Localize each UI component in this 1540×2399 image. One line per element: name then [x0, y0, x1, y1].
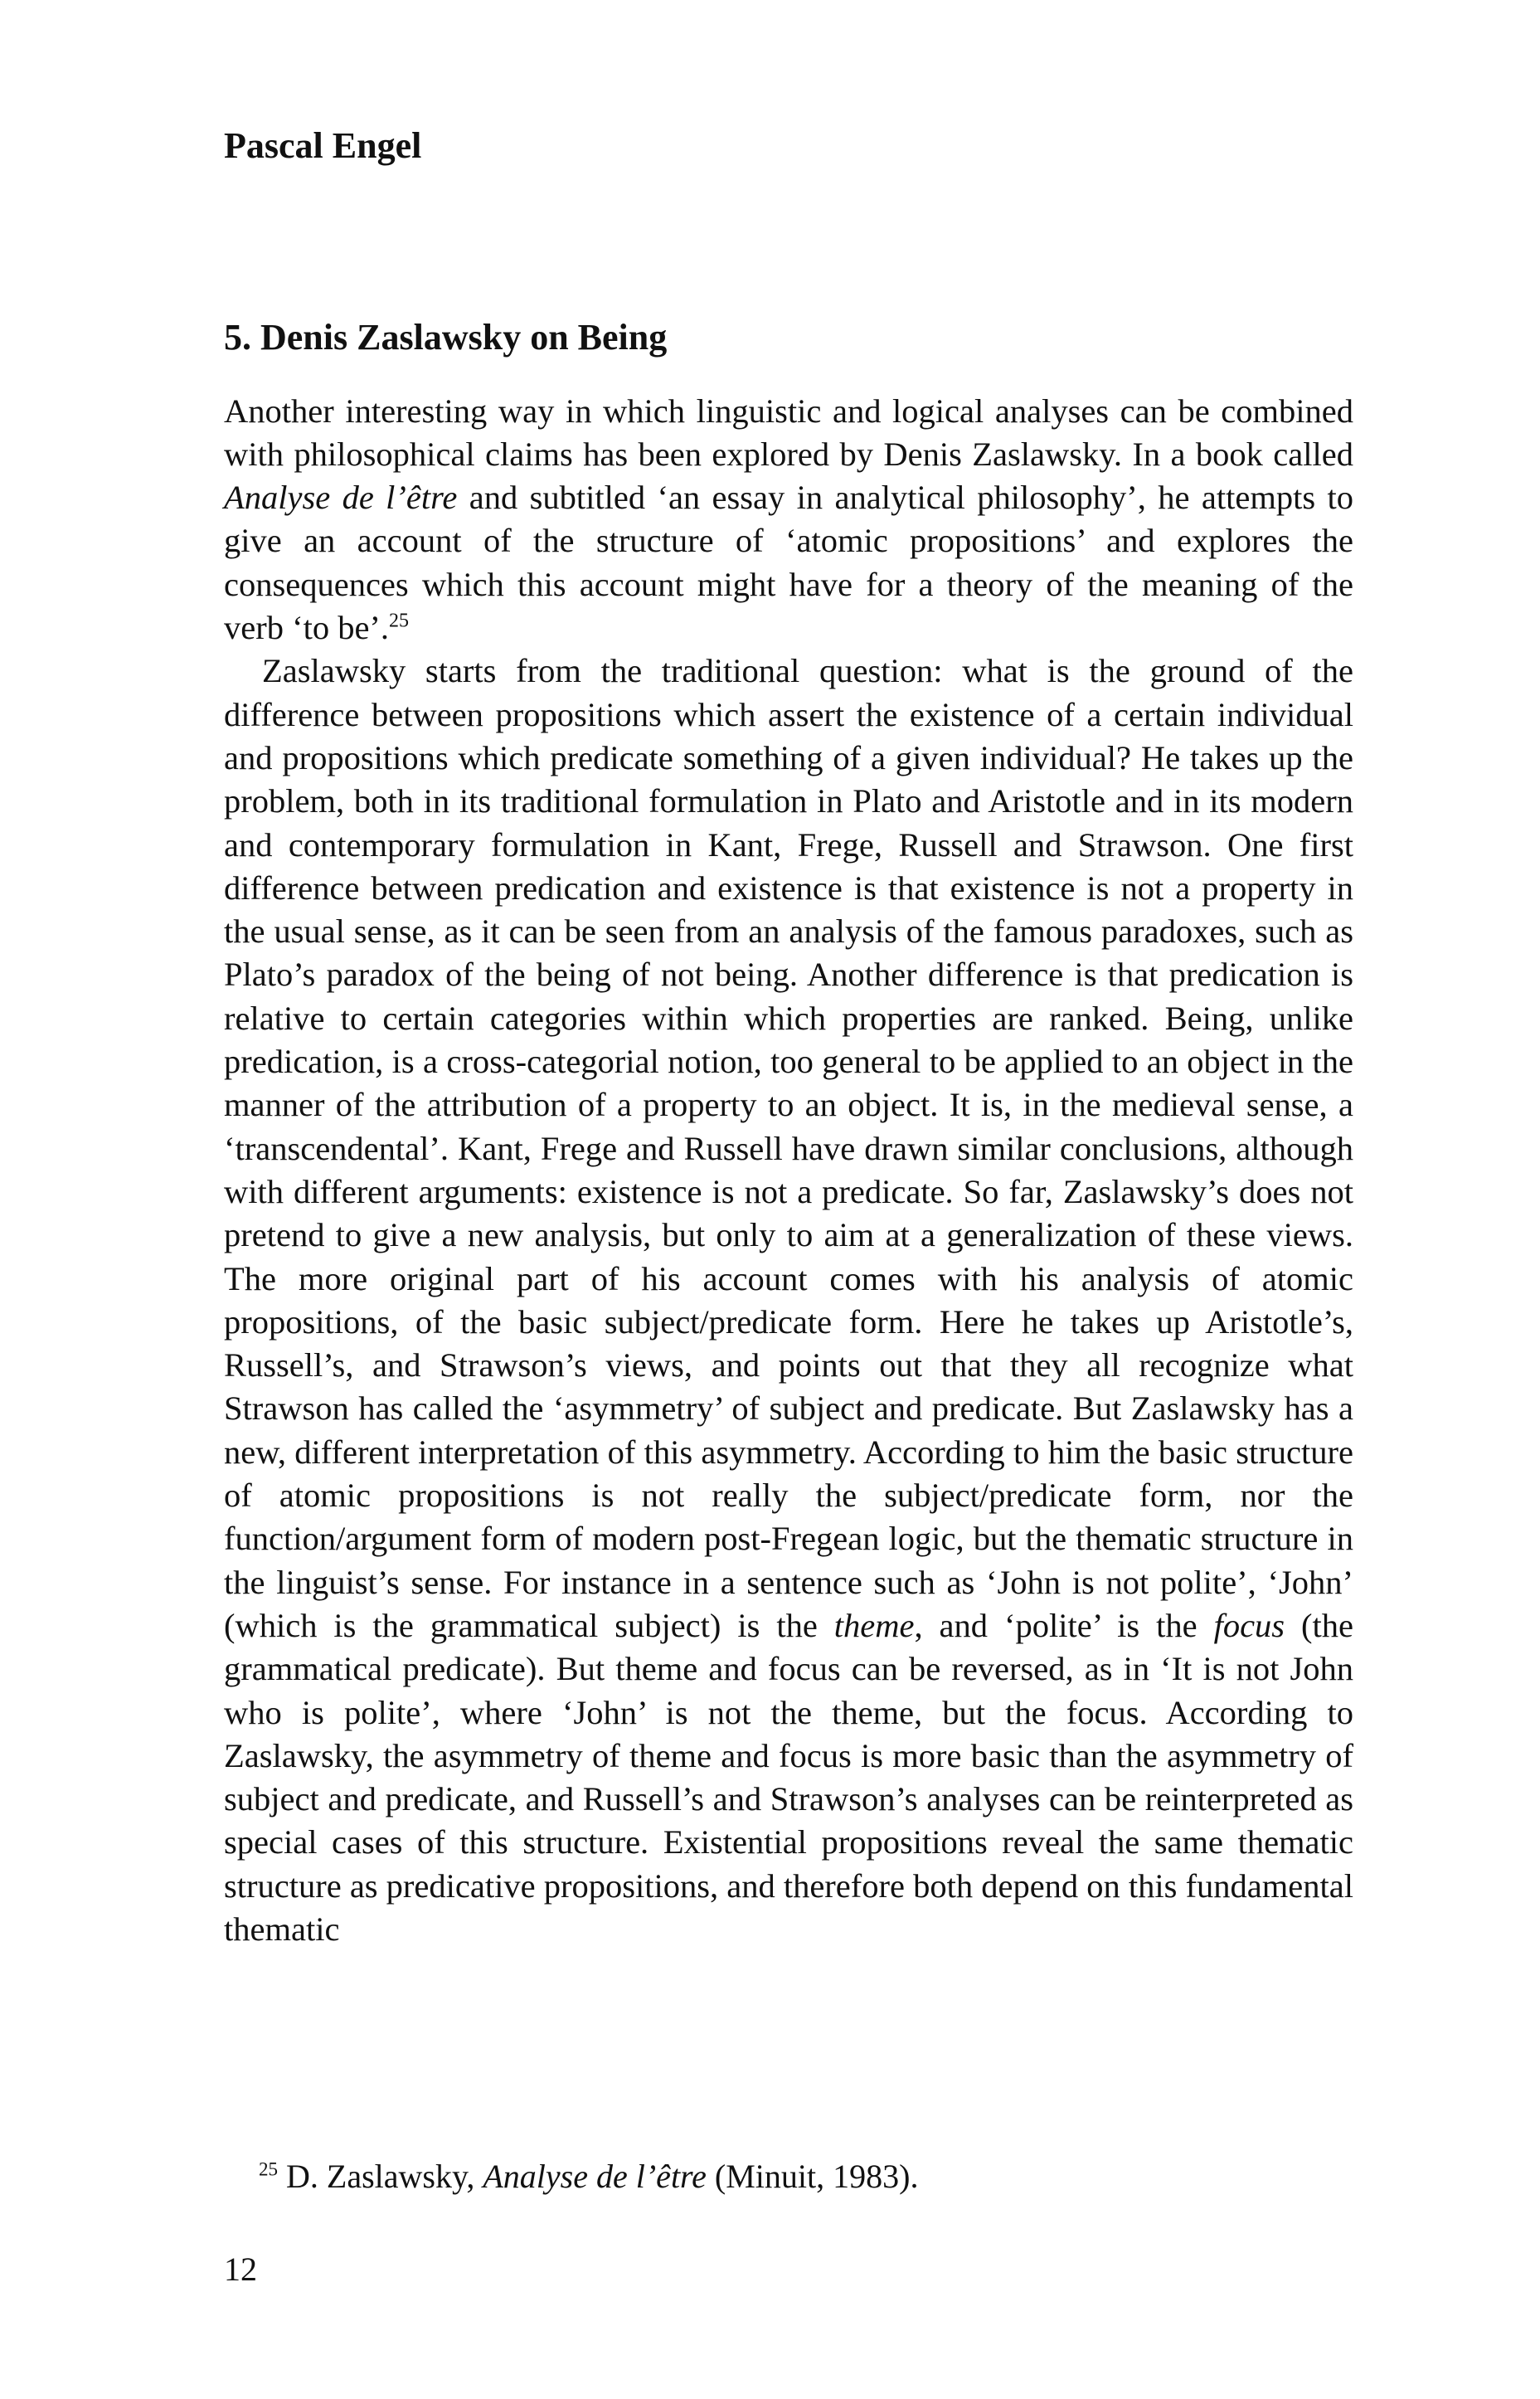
body-text	[224, 390, 1353, 1952]
footnote	[259, 2157, 918, 2197]
page-content	[224, 124, 1353, 1951]
text-run: (the grammatical predicate). But theme and focus can be reversed, as in ‘It is not John who is polite’, where ‘John’ is not the theme, but the focus. According to Zaslawsky, the asymmetry of theme and focus is more basic than the asymmetry of subject and predicate, and Russell’s and Strawson’s analyses can be reinterpreted as special cases of this structure. Existential propositions reveal the same thematic structure as predicative propositions, and therefore both depend on this fundamental thematic	[224, 1606, 1353, 1948]
italic-text: focus	[1213, 1606, 1285, 1644]
footnote-marker: 25	[259, 2158, 278, 2180]
footnote-details: (Minuit, 1983).	[714, 2158, 919, 2195]
footnote-title: Analyse de l’être	[483, 2158, 707, 2195]
page-number: 12	[224, 2251, 257, 2288]
text-run: Zaslawsky starts from the traditional question: what is the ground of the difference between propositions which assert the existence of a certain individual and propositions which predicate something of a given individual? He takes up the problem, both in its traditional formulation in Plato and Aristotle and in its modern and contemporary formulation in Kant, Frege, Russell and Strawson. One first difference between predication and existence is that existence is not a property in the usual sense, as it can be seen from an analysis of the famous paradoxes, such as Plato’s paradox of the being of not being. Another difference is that predication is relative to certain categories within which properties are ranked. Being, unlike predication, is a cross-categorial notion, too general to be applied to an object in the manner of the attribution of a property to an object. It is, in the medieval sense, a ‘transcendental’. Kant, Frege and Russell have drawn similar conclusions, although with different arguments: existence is not a predicate. So far, Zaslawsky’s does not pretend to give a new analysis, but only to aim at a generalization of these views. The more original part of his account comes with his analysis of atomic propositions, of the basic subject/predicate form. Here he takes up Aristotle’s, Russell’s, and Strawson’s views, and points out that they all recognize what Strawson has called the ‘asymmetry’ of subject and predicate. But Zaslawsky has a new, different interpretation of this asymmetry. According to him the basic structure of atomic propositions is not really the subject/predicate form, nor the function/argument form of modern post-Fregean logic, but the thematic structure in the linguist’s sense. For instance in a sentence such as ‘John is not polite’, ‘John’ (which is the grammatical subject) is the	[224, 652, 1353, 1644]
section-heading	[224, 316, 1353, 360]
running-head: Pascal Engel	[224, 125, 422, 166]
paragraph-2	[224, 650, 1353, 1951]
section-number: 5.	[224, 316, 251, 358]
section-title: Denis Zaslawsky on Being	[260, 316, 668, 358]
text-run: Another interesting way in which linguistic and logical analyses can be combined with philosophical claims has been explored by Denis Zaslawsky. In a book called	[224, 392, 1353, 473]
italic-text: Analyse de l’être	[224, 479, 458, 517]
italic-text: theme	[833, 1606, 915, 1644]
paragraph-1	[224, 390, 1353, 650]
footnote-reference: 25	[389, 610, 410, 632]
text-run: , and ‘polite’ is the	[914, 1606, 1214, 1644]
text-run: and subtitled ‘an essay in analytical philosophy’, he attempts to give an account of the structure of ‘atomic propositions’ and explores the consequences which this account might have for a theory of the meaning of the verb ‘to be’.	[224, 479, 1353, 647]
footnote-author: D. Zaslawsky,	[286, 2158, 475, 2195]
